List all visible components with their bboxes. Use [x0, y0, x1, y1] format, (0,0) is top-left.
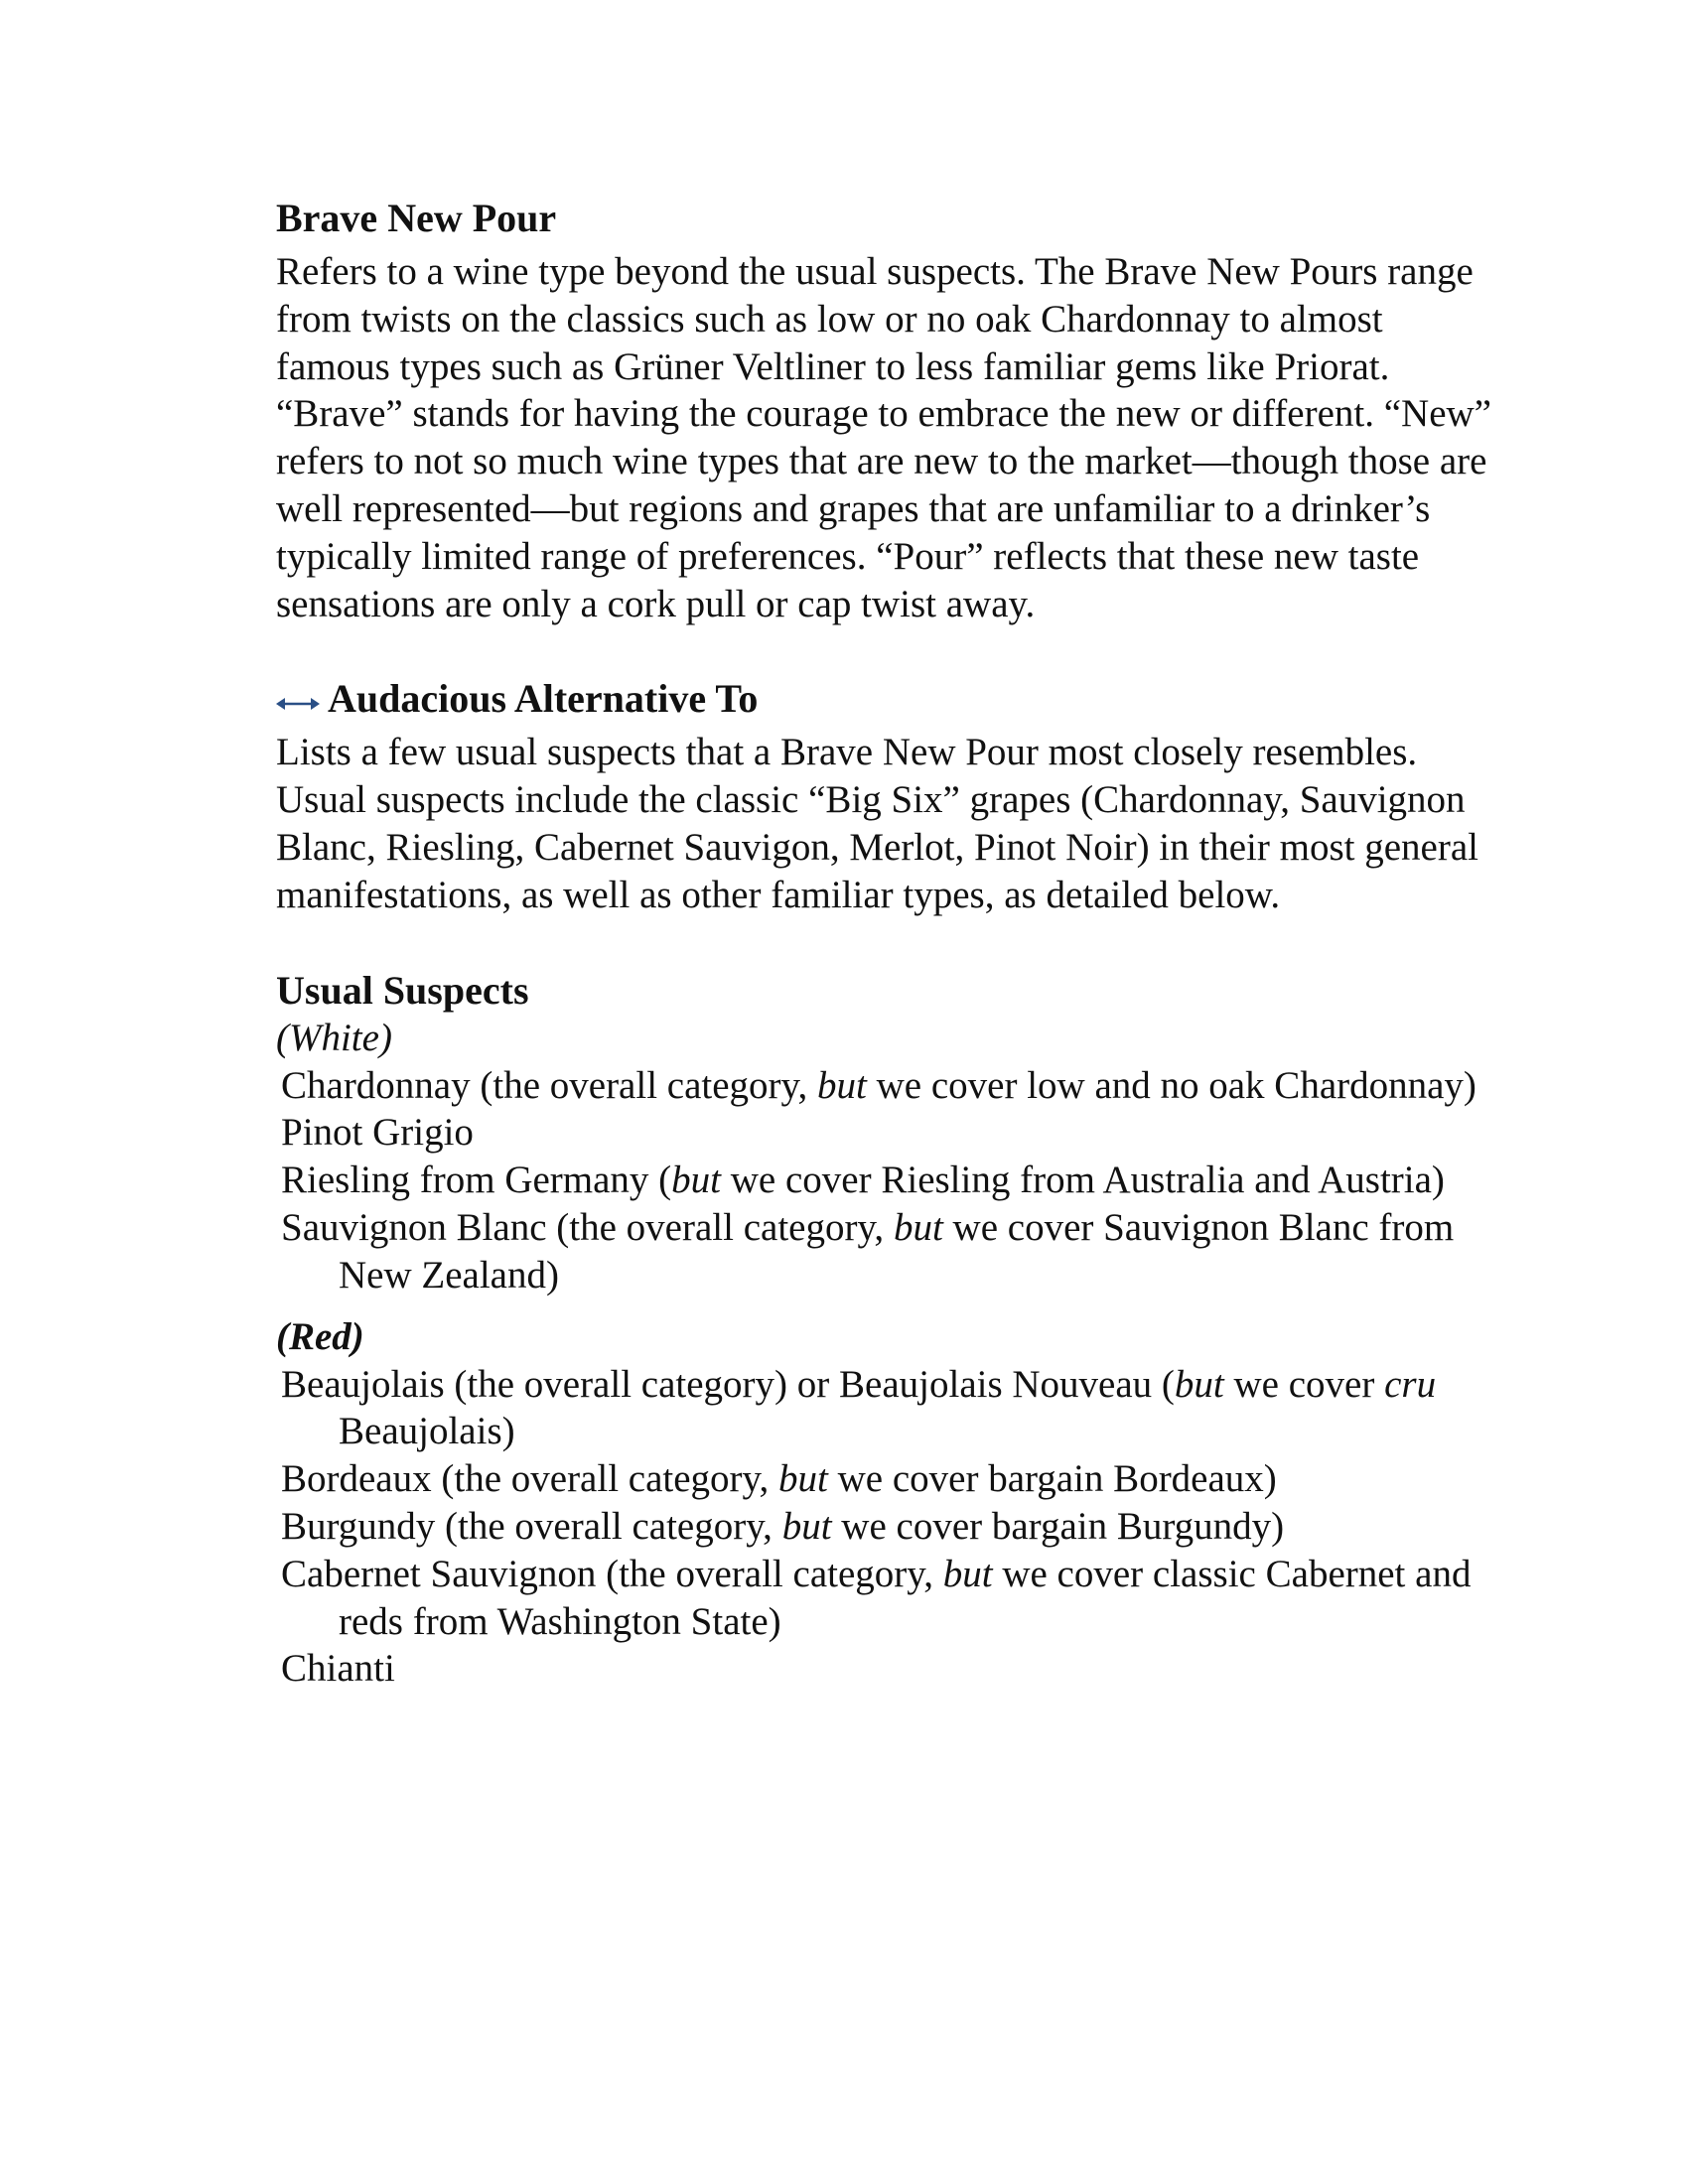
list-item-text: Beaujolais) — [339, 1410, 515, 1453]
list-item-emphasis: but — [942, 1552, 993, 1595]
list-item-text: Bordeaux (the overall category, — [281, 1457, 779, 1501]
list-item-text: Chianti — [281, 1647, 395, 1691]
list-item-text: Pinot Grigio — [281, 1111, 474, 1155]
brave-new-pour-description: Refers to a wine type beyond the usual suspects. The Brave New Pours range from twists on the classics such as low or no oak Chardonnay to almost famous types such as Grüner Veltliner to less familiar gems like Priorat. “Brave” stands for having the courage to embrace the new or different. “New” refers to not so much wine types that are new to the market—though those are well represented—but regions and grapes that are unfamiliar to a drinker’s typically limited range of preferences. “Pour” reflects that these new taste sensations are only a cork pull or cap twist away. — [276, 250, 1491, 625]
audacious-description: Lists a few usual suspects that a Brave New Pour most closely resembles. Usual suspects include the classic “Big Six” grapes (Chardonnay, Sauvignon Blanc, Riesling, Cabernet Sauvigon, Merlot, Pinot Noir) in their most general manifestations, as well as other familiar types, as detailed below. — [276, 731, 1478, 916]
list-item-text: Cabernet Sauvignon (the overall category, — [281, 1552, 943, 1595]
list-item-emphasis: but — [1174, 1362, 1224, 1406]
list-item-text: we cover Sauvignon Blanc from New Zealand) — [339, 1205, 1455, 1297]
list-item — [276, 1361, 1497, 1456]
list-item — [276, 1062, 1497, 1110]
list-item — [276, 1551, 1497, 1646]
list-item-emphasis: but — [893, 1205, 943, 1249]
red-list — [276, 1361, 1497, 1694]
usual-suspects-section — [276, 967, 1497, 1694]
list-item-text: Sauvignon Blanc (the overall category, — [281, 1205, 894, 1249]
list-item-text: we cover bargain Bordeaux) — [827, 1457, 1277, 1501]
list-item-emphasis: but — [817, 1063, 867, 1107]
list-item-text: we cover bargain Burgundy) — [831, 1504, 1285, 1548]
list-item-emphasis: but — [671, 1159, 722, 1202]
audacious-heading-row — [276, 675, 1497, 723]
usual-suspects-heading: Usual Suspects — [276, 967, 529, 1013]
white-subheading: (White) — [276, 1016, 392, 1059]
list-item — [276, 1645, 1497, 1693]
list-item — [276, 1204, 1497, 1299]
list-item-text: we cover Riesling from Australia and Austria) — [721, 1159, 1445, 1202]
list-item — [276, 1503, 1497, 1551]
list-item — [276, 1157, 1497, 1204]
list-item — [276, 1109, 1497, 1157]
list-item-text: we cover classic Cabernet and reds from Washington State) — [339, 1552, 1472, 1643]
list-item-text: Beaujolais (the overall category) or Beaujolais Nouveau ( — [281, 1362, 1175, 1406]
white-list — [276, 1062, 1497, 1299]
list-item-emphasis: but — [778, 1457, 828, 1501]
list-item — [276, 1455, 1497, 1503]
list-item-emphasis: cru — [1384, 1362, 1437, 1406]
list-item-text: we cover — [1223, 1362, 1385, 1406]
audacious-heading: Audacious Alternative To — [328, 676, 759, 722]
brave-new-pour-heading: Brave New Pour — [276, 196, 557, 240]
red-subheading: (Red) — [276, 1314, 364, 1358]
list-item-emphasis: but — [781, 1504, 832, 1548]
list-item-text: Burgundy (the overall category, — [281, 1504, 782, 1548]
list-item-text: we cover low and no oak Chardonnay) — [866, 1063, 1477, 1107]
document-page — [276, 195, 1497, 1693]
double-arrow-icon — [276, 692, 320, 712]
list-item-text: Chardonnay (the overall category, — [281, 1063, 818, 1107]
audacious-section — [276, 675, 1497, 918]
list-item-text: Riesling from Germany ( — [281, 1159, 672, 1202]
